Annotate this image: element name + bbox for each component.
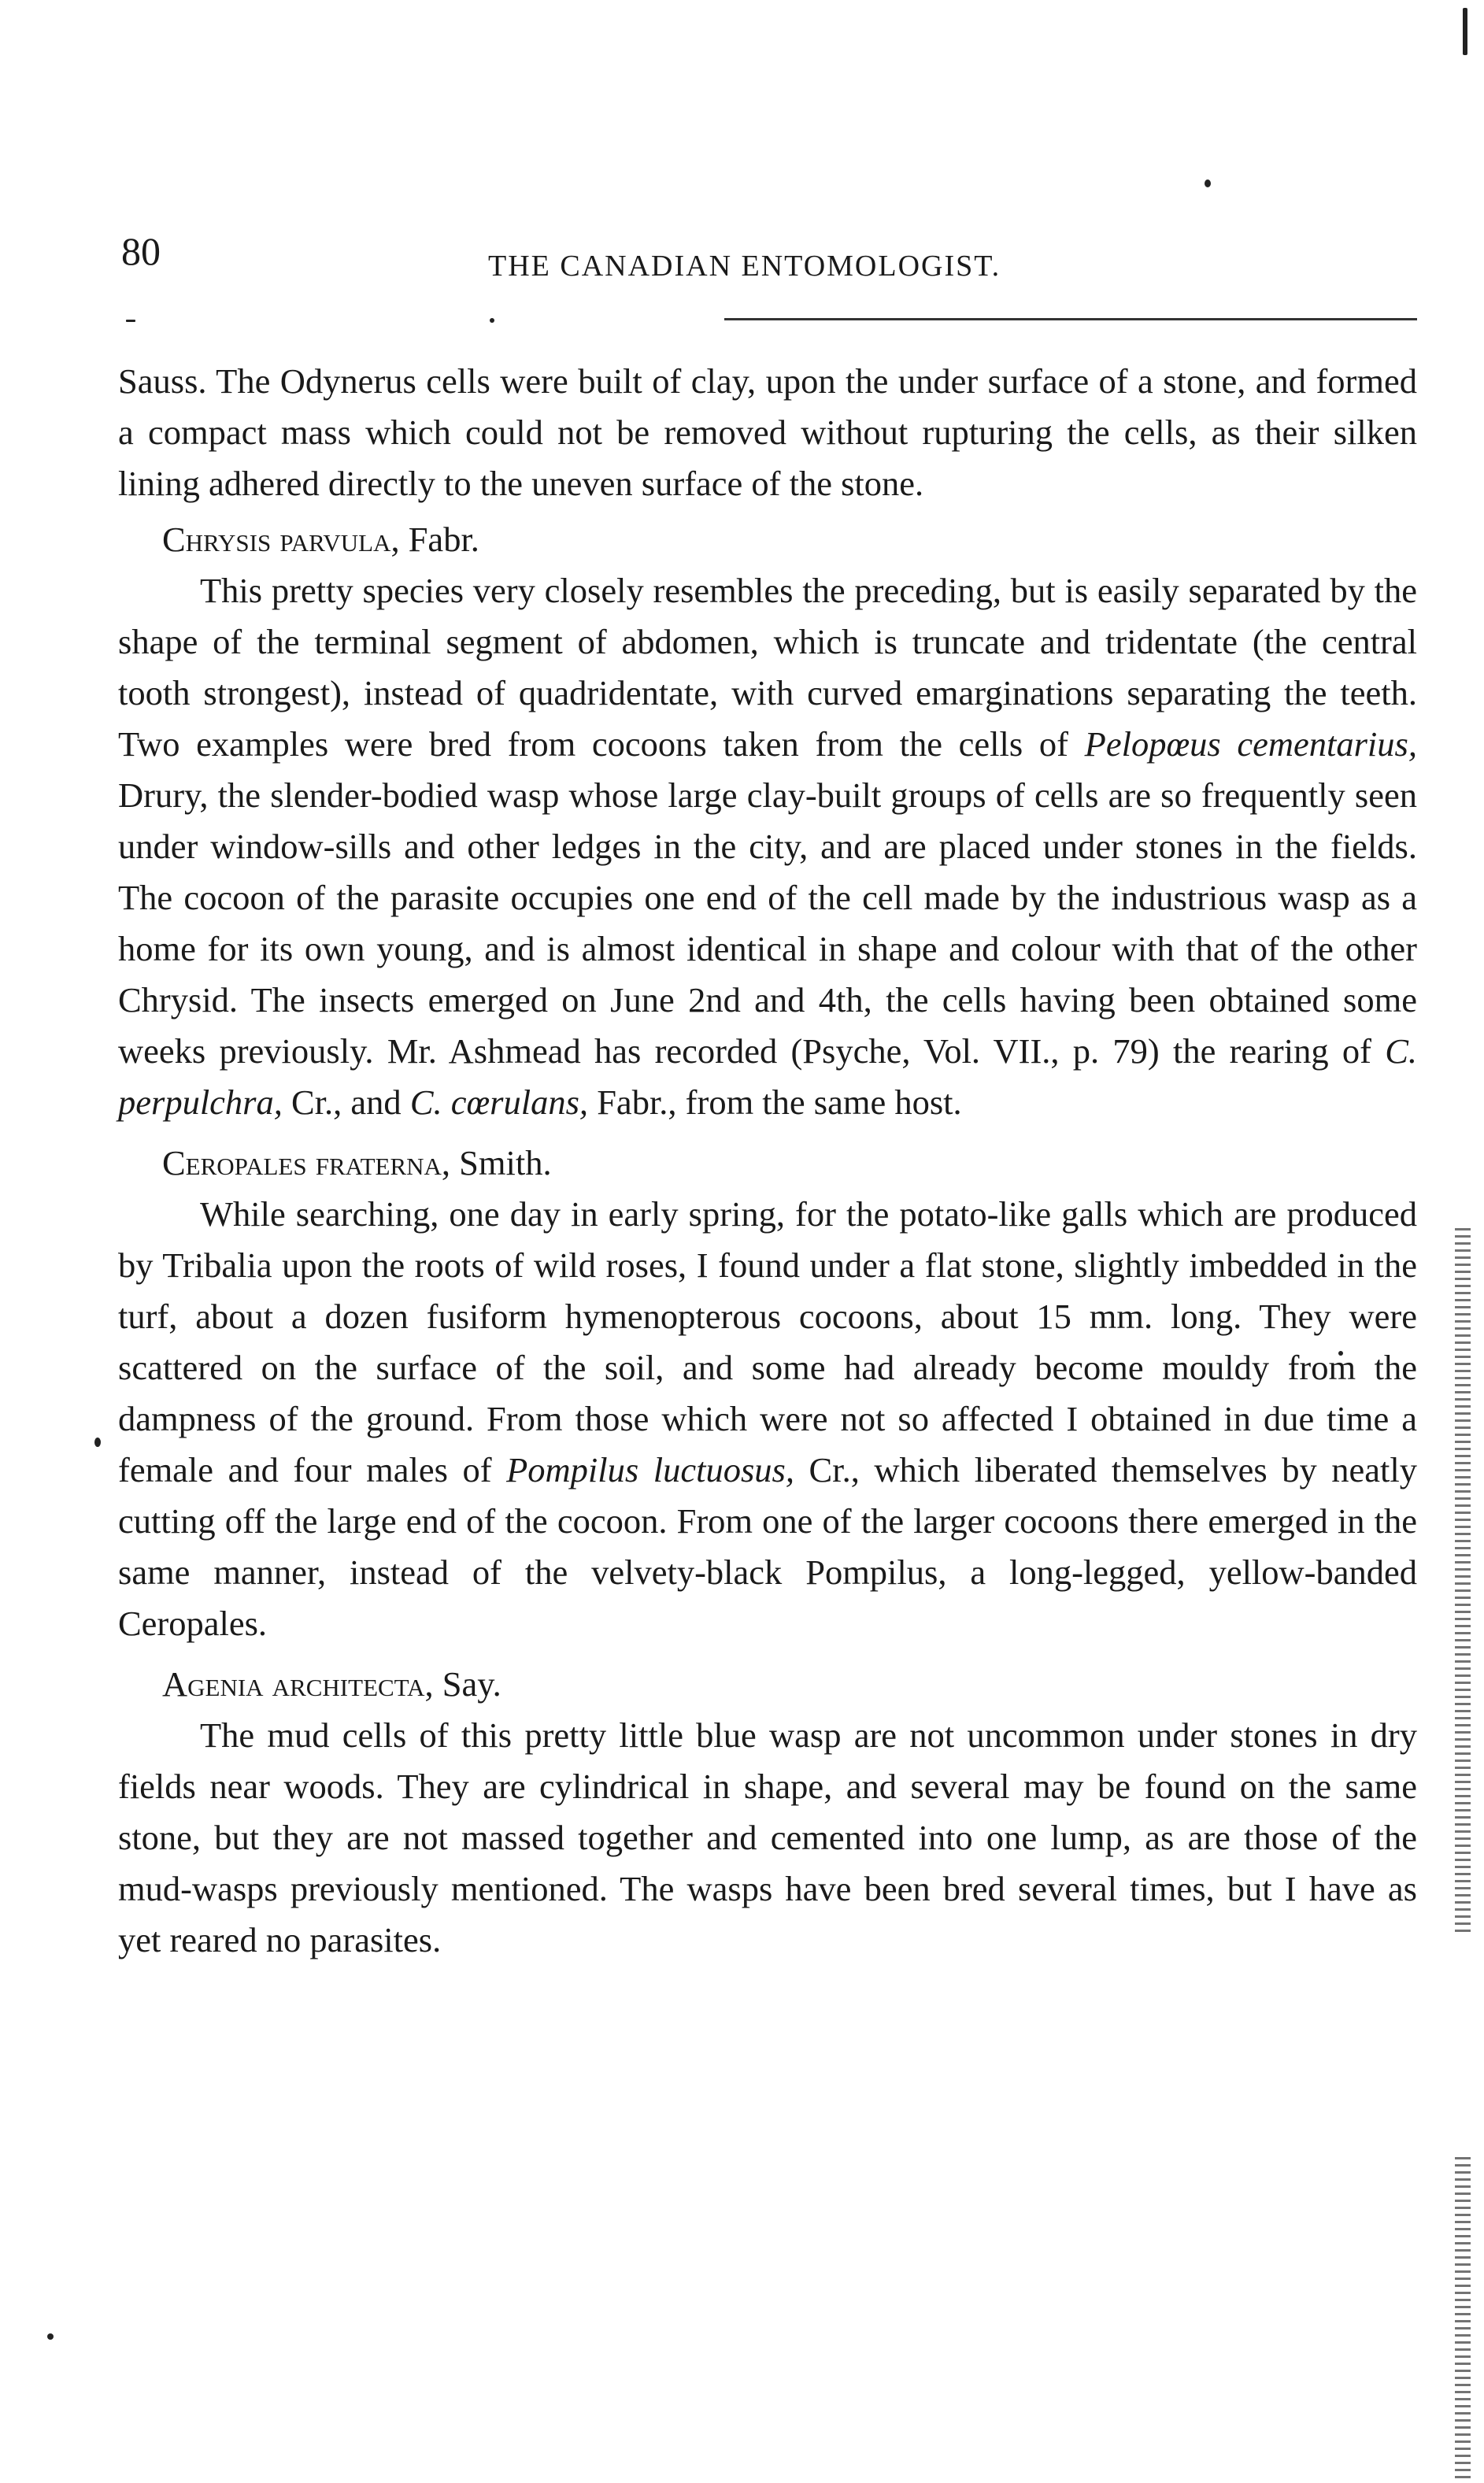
section-heading-ceropales <box>118 1138 1417 1189</box>
italic-taxon: Pompilus luctuosus, <box>506 1450 794 1489</box>
text-run: Fabr., from the same host. <box>588 1082 962 1122</box>
species-author: , Fabr. <box>390 520 479 559</box>
header-rule <box>724 318 1417 320</box>
section-heading-chrysis <box>118 514 1417 565</box>
body-text <box>118 356 1417 1966</box>
italic-taxon: C. perpulchra, <box>118 1031 1417 1122</box>
section-heading-agenia <box>118 1659 1417 1710</box>
text-run: Cr., which liberated themselves by neatly cutting off the large end of the cocoon. From one of the larger cocoons there emerged in the same manner, instead of the velvety-black Pompilus, a long-legged, yellow-banded Ceropales. <box>118 1450 1417 1643</box>
species-name: Chrysis parvula <box>162 520 391 559</box>
intro-paragraph: Sauss. The Odynerus cells were built of clay, upon the under surface of a stone, and formed a compact mass which could not be removed without rupturing the cells, as their silken lining adhered directly to the uneven surface of the stone. <box>118 361 1417 503</box>
species-author: , Say. <box>424 1664 501 1704</box>
scan-speck <box>94 1438 101 1447</box>
italic-taxon: Pelopœus cementarius, <box>1084 724 1417 764</box>
page-number: 80 <box>121 229 161 273</box>
text-run: The mud cells of this pretty little blue wasp are not uncommon under stones in dry fields near woods. They are cylindrical in shape, and several may be found on the same stone, but they are not massed together and cemented into one lump, as are those of the mud-wasps previously mentioned. The wasps have been bred several times, but I have as yet reared no parasites. <box>118 1715 1417 1959</box>
scan-edge-noise <box>1455 2157 1471 2480</box>
scan-speck <box>1463 8 1467 55</box>
paragraph-chrysis <box>118 565 1417 1128</box>
scan-speck <box>490 318 494 323</box>
text-run: Drury, the slender-bodied wasp whose large clay-built groups of cells are so frequently seen under window-sills and other ledges in the city, and are placed under stones in the fields. The cocoon of the parasite occupies one end of the cell made by the industrious wasp as a home for its own young, and is almost identical in shape and colour with that of the other Chrysid. The insects emerged on June 2nd and 4th, the cells having been obtained some weeks previously. Mr. Ashmead has recorded (Psyche, Vol. VII., p. 79) the rearing of <box>118 775 1417 1071</box>
paragraph-agenia <box>118 1710 1417 1966</box>
species-author: , Smith. <box>441 1143 552 1182</box>
scan-edge-noise <box>1455 1228 1471 1937</box>
text-run: This pretty species very closely resembles the preceding, but is easily separated by the shape of the terminal segment of abdomen, which is truncate and tridentate (the central tooth strongest), instead of quadridentate, with curved emarginations separating the teeth. Two examples were bred from cocoons taken from the cells of <box>118 571 1417 764</box>
scan-speck <box>47 2333 54 2340</box>
text-run: Cr., and <box>282 1082 410 1122</box>
scan-speck <box>1205 179 1211 187</box>
species-name: Ceropales fraterna <box>162 1143 442 1182</box>
paragraph-ceropales <box>118 1189 1417 1649</box>
italic-taxon: C. cœrulans, <box>409 1082 589 1122</box>
species-name: Agenia architecta <box>162 1664 425 1704</box>
scan-speck <box>126 320 135 322</box>
running-title: THE CANADIAN ENTOMOLOGIST. <box>488 250 1001 283</box>
text-run: While searching, one day in early spring, for the potato-like galls which are produced by Tribalia upon the roots of wild roses, I found under a flat stone, slightly imbedded in the turf, about a dozen fusiform hymenopterous cocoons, about 15 mm. long. They were scattered on the surface of the soil, and some had already become mouldy from the dampness of the ground. From those which were not so affected I obtained in due time a female and four males of <box>118 1194 1417 1489</box>
